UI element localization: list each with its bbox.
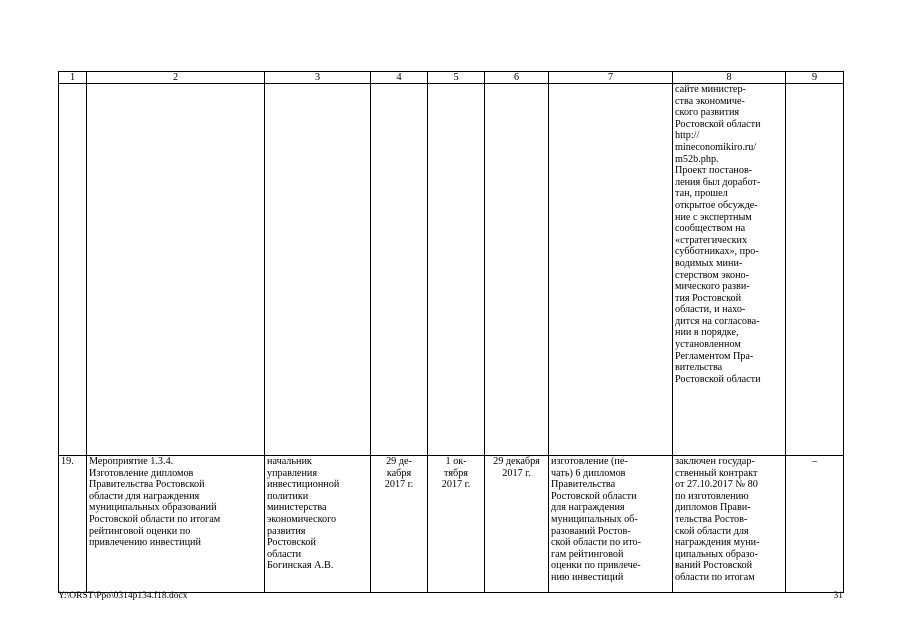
text-line: Богинская А.В. bbox=[267, 560, 334, 572]
table-cell bbox=[428, 84, 485, 456]
table-cell bbox=[87, 84, 265, 456]
text-line: http:// bbox=[675, 130, 700, 142]
text-line: ской области для bbox=[675, 525, 749, 537]
text-line: муниципальных образований bbox=[89, 502, 217, 514]
text-line: нию инвестиций bbox=[551, 571, 624, 583]
text-line: ления был доработ- bbox=[675, 176, 761, 188]
events-table bbox=[58, 71, 844, 593]
text-line: 1 ок- bbox=[445, 456, 467, 467]
text-line: Правительства bbox=[551, 479, 616, 491]
text-line: Ростовской bbox=[267, 537, 316, 549]
col-number: 2 bbox=[87, 72, 265, 84]
text-line: для награждения bbox=[551, 502, 625, 514]
text-line: области, и нахо- bbox=[675, 304, 746, 316]
end-date-cell bbox=[485, 456, 549, 593]
actual-result-cell bbox=[673, 456, 786, 593]
text-line: сайте министер- bbox=[675, 84, 746, 95]
text-line: политики bbox=[267, 490, 309, 502]
text-line: области по итогам bbox=[675, 571, 755, 583]
text-line: Проект постанов- bbox=[675, 165, 753, 177]
text-line: ской области по ито- bbox=[551, 537, 641, 549]
text-line: ства экономиче- bbox=[675, 95, 745, 107]
text-line: ние с экспертным bbox=[675, 211, 752, 223]
text-line: ципальных образо- bbox=[675, 548, 758, 560]
text-line: m52b.php. bbox=[675, 153, 719, 165]
text-line: 29 де- bbox=[386, 456, 412, 467]
text-line: муниципальных об- bbox=[551, 513, 638, 525]
text-line: 2017 г. bbox=[441, 479, 471, 491]
text-line: начальник bbox=[267, 456, 312, 467]
text-line: тан, прошел bbox=[675, 188, 728, 200]
text-line: чать) 6 дипломов bbox=[551, 467, 626, 479]
text-line: Ростовской области bbox=[675, 118, 761, 130]
responsible-cell bbox=[265, 456, 371, 593]
text-line: тельства Ростов- bbox=[675, 513, 748, 525]
col-number: 4 bbox=[371, 72, 428, 84]
text-line: изготовление (пе- bbox=[551, 456, 628, 467]
text-line: открытое обсужде- bbox=[675, 199, 758, 211]
page-number: 31 bbox=[833, 591, 843, 601]
text-line: нии в порядке, bbox=[675, 327, 739, 339]
planned-date-cell bbox=[371, 456, 428, 593]
text-line: водимых мини- bbox=[675, 257, 743, 269]
text-line: развития bbox=[267, 525, 306, 537]
text-line: тия Ростовской bbox=[675, 292, 742, 304]
text-line: Правительства Ростовской bbox=[89, 479, 205, 491]
col-number: 1 bbox=[59, 72, 87, 84]
table-row-continuation bbox=[59, 84, 844, 456]
text-line: заключен государ- bbox=[675, 456, 755, 467]
result-cell bbox=[673, 84, 786, 456]
table-row-19 bbox=[59, 456, 844, 593]
event-name-cell bbox=[87, 456, 265, 593]
text-line: экономического bbox=[267, 513, 337, 525]
text-line: mineconomikiro.ru/ bbox=[675, 141, 757, 153]
table-cell bbox=[265, 84, 371, 456]
text-line: разований Ростов- bbox=[551, 525, 631, 537]
text-line: Ростовской области bbox=[551, 490, 637, 502]
table-cell bbox=[549, 84, 673, 456]
table-cell bbox=[371, 84, 428, 456]
col-number: 9 bbox=[786, 72, 844, 84]
text-line: Мероприятие 1.3.4. bbox=[89, 456, 174, 467]
text-line: оценки по привлече- bbox=[551, 560, 641, 572]
text-line: мического разви- bbox=[675, 281, 750, 293]
text-line: субботниках», про- bbox=[675, 246, 759, 258]
text-line: «стратегических bbox=[675, 234, 748, 246]
text-line: гам рейтинговой bbox=[551, 548, 624, 560]
text-line: управления bbox=[267, 467, 318, 479]
col-number: 3 bbox=[265, 72, 371, 84]
text-line: установленном bbox=[675, 339, 741, 351]
text-line: дится на согласова- bbox=[675, 315, 760, 327]
text-line: стерством эконо- bbox=[675, 269, 750, 281]
text-line: дипломов Прави- bbox=[675, 502, 751, 514]
column-number-row bbox=[59, 72, 844, 84]
table-cell bbox=[59, 84, 87, 456]
text-line: Ростовской области по итогам bbox=[89, 513, 221, 525]
col-number: 6 bbox=[485, 72, 549, 84]
text-line: области для награждения bbox=[89, 490, 200, 502]
text-line: тября bbox=[444, 467, 468, 479]
notes-cell: – bbox=[786, 456, 844, 593]
text-line: Изготовление дипломов bbox=[89, 467, 194, 479]
text-line: ваний Ростовской bbox=[675, 560, 753, 572]
col-number: 8 bbox=[673, 72, 786, 84]
text-line: по изготовлению bbox=[675, 490, 749, 502]
text-line: привлечению инвестиций bbox=[89, 537, 201, 549]
col-number: 5 bbox=[428, 72, 485, 84]
text-line: инвестиционной bbox=[267, 479, 340, 491]
table-cell bbox=[485, 84, 549, 456]
col-number: 7 bbox=[549, 72, 673, 84]
start-date-cell bbox=[428, 456, 485, 593]
text-line: области bbox=[267, 548, 302, 560]
text-line: сообществом на bbox=[675, 223, 746, 235]
text-line: 29 декабря bbox=[493, 456, 540, 467]
text-line: министерства bbox=[267, 502, 327, 514]
text-line: Ростовской области bbox=[675, 373, 761, 385]
expected-result-cell bbox=[549, 456, 673, 593]
text-line: рейтинговой оценки по bbox=[89, 525, 191, 537]
text-line: награждения муни- bbox=[675, 537, 760, 549]
text-line: Регламентом Пра- bbox=[675, 350, 754, 362]
text-line: ственный контракт bbox=[675, 467, 758, 479]
text-line: ского развития bbox=[675, 107, 740, 119]
table-cell bbox=[786, 84, 844, 456]
text-line: 2017 г. bbox=[384, 479, 414, 491]
text-line: кабря bbox=[386, 467, 412, 479]
row-number: 19. bbox=[59, 456, 87, 593]
text-line: от 27.10.2017 № 80 bbox=[675, 479, 758, 491]
file-path-footer: Y:\ORST\Ppo\0314p134.f18.docx bbox=[58, 591, 188, 601]
text-line: 2017 г. bbox=[502, 467, 531, 479]
text-line: вительства bbox=[675, 362, 723, 374]
